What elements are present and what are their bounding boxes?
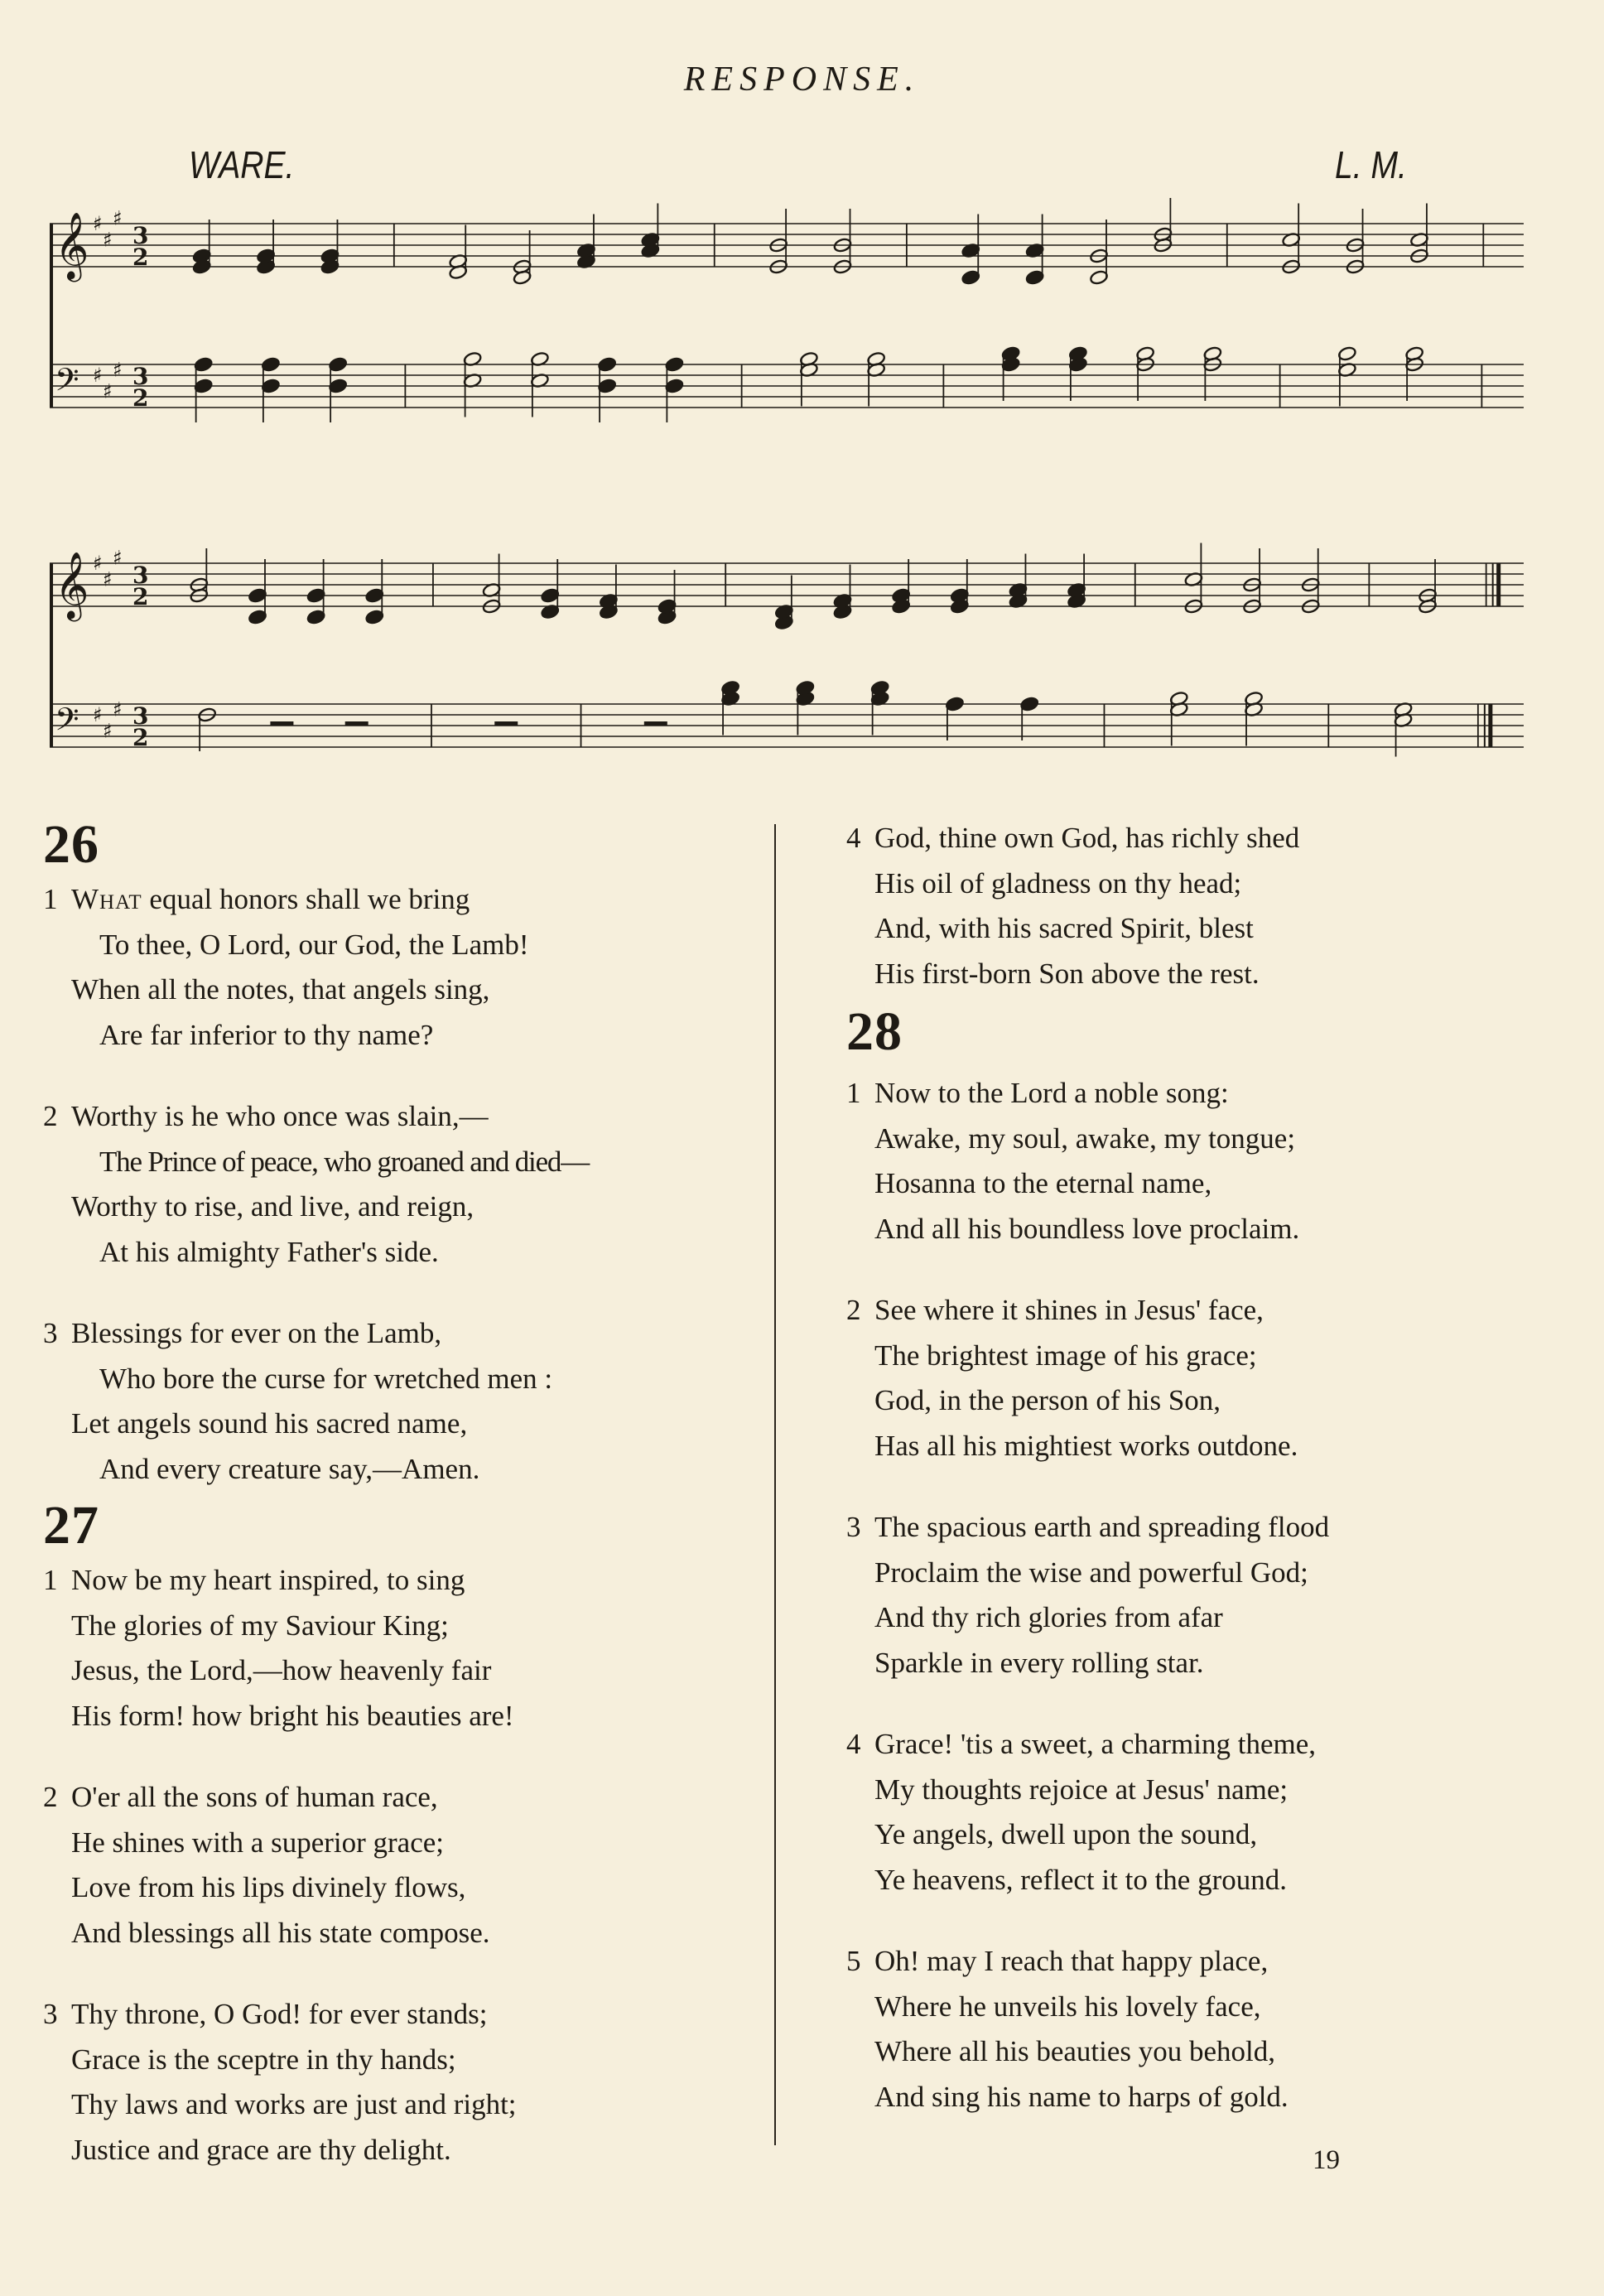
- stanza: [846, 1722, 1575, 1903]
- stanza: [846, 1288, 1575, 1469]
- verse-line: The glories of my Saviour King;: [71, 1609, 449, 1642]
- sharp-icon: ♯: [103, 228, 113, 252]
- time-signature-numerator: 3: [132, 702, 149, 730]
- bass-clef-icon: 𝄢: [55, 701, 79, 745]
- time-signature-denominator: 2: [132, 583, 149, 610]
- sharp-icon: ♯: [113, 206, 123, 230]
- rest-icon: [345, 721, 368, 726]
- verse-line: [846, 1939, 1575, 1985]
- stanza-number: 4: [846, 1728, 861, 1760]
- verse-line: Ye heavens, reflect it to the ground.: [874, 1863, 1287, 1896]
- stanza: [43, 1775, 772, 1956]
- stanza: [846, 1071, 1575, 1252]
- stanza-number: 2: [43, 1781, 58, 1813]
- sharp-icon: ♯: [103, 719, 113, 743]
- stanza-number: 5: [846, 1945, 861, 1977]
- stanza-number: 1: [43, 1564, 58, 1596]
- verse-line: Worthy to rise, and live, and reign,: [71, 1190, 474, 1223]
- verse-line: [846, 1288, 1575, 1334]
- verse-line: At his almighty Father's side.: [99, 1235, 439, 1268]
- sharp-icon: ♯: [113, 358, 123, 382]
- column-divider: [774, 824, 776, 2145]
- stanza-number: 1: [846, 1077, 861, 1109]
- treble-clef-icon: 𝄞: [55, 551, 89, 619]
- verse-line: Are far inferior to thy name?: [99, 1018, 434, 1051]
- stanza: [43, 877, 772, 1058]
- stanza-number: 2: [846, 1294, 861, 1326]
- verse-line: His form! how bright his beauties are!: [71, 1699, 514, 1732]
- rest-icon: [494, 721, 518, 726]
- verse-line: [43, 1558, 772, 1604]
- stanza: [43, 1094, 772, 1275]
- verse-text: Thy throne, O God! for ever stands;: [71, 1998, 488, 2030]
- treble-clef-icon: 𝄞: [55, 211, 89, 279]
- verse-line: Thy laws and works are just and right;: [71, 2088, 517, 2120]
- right-column: [846, 816, 1575, 2156]
- verse-line: And blessings all his state compose.: [71, 1916, 490, 1949]
- sharp-icon: ♯: [113, 546, 123, 570]
- verse-line: Justice and grace are thy delight.: [71, 2133, 451, 2166]
- verse-line: Sparkle in every rolling star.: [874, 1646, 1204, 1679]
- verse-line: Where all his beauties you behold,: [874, 2035, 1276, 2067]
- verse-line: And thy rich glories from afar: [874, 1601, 1223, 1633]
- hymn-number: 26: [43, 814, 99, 875]
- page-number: 19: [1313, 2145, 1340, 2175]
- time-signature-numerator: 3: [132, 562, 149, 589]
- verse-line: [846, 1071, 1575, 1117]
- verse-line: The Prince of peace, who groaned and died—: [99, 1145, 590, 1178]
- stanza: [846, 1939, 1575, 2120]
- stanza-number: 1: [43, 883, 58, 915]
- stanza: [846, 1505, 1575, 1686]
- verse-text: God, thine own God, has richly shed: [874, 822, 1300, 854]
- verse-line: [43, 1094, 772, 1140]
- music-system-1: [50, 191, 1524, 472]
- rest-icon: [270, 721, 293, 726]
- verse-line: Grace is the sceptre in thy hands;: [71, 2043, 456, 2076]
- verse-text: The spacious earth and spreading flood: [874, 1511, 1330, 1543]
- verse-line: Let angels sound his sacred name,: [71, 1407, 468, 1440]
- stanza-number: 2: [43, 1100, 58, 1132]
- verse-line: Has all his mightiest works outdone.: [874, 1429, 1298, 1462]
- hymn-number: 28: [846, 1001, 903, 1062]
- verse-text: Now to the Lord a noble song:: [874, 1077, 1229, 1109]
- verse-line: His oil of gladness on thy head;: [874, 866, 1242, 900]
- music-system-2: [50, 530, 1524, 812]
- verse-line: [846, 816, 1575, 861]
- stanza-number: 4: [846, 822, 861, 854]
- verse-text: Oh! may I reach that happy place,: [874, 1945, 1269, 1977]
- verse-line: [43, 1992, 772, 2038]
- stanza-number: 3: [43, 1998, 58, 2030]
- verse-line: To thee, O Lord, our God, the Lamb!: [99, 928, 529, 961]
- verse-line: And every creature say,—Amen.: [99, 1452, 480, 1485]
- rest-icon: [644, 721, 667, 726]
- verse-line: Awake, my soul, awake, my tongue;: [874, 1121, 1296, 1155]
- verse-line: Proclaim the wise and powerful God;: [874, 1556, 1308, 1589]
- stanza-number: 3: [846, 1511, 861, 1543]
- time-signature-numerator: 3: [132, 222, 149, 249]
- time-signature-denominator: 2: [132, 384, 149, 412]
- verse-text: equal honors shall we bring: [149, 883, 470, 915]
- lead-word: What: [71, 883, 142, 915]
- stanza: [43, 1558, 772, 1739]
- sharp-icon: ♯: [93, 212, 103, 235]
- verse-text: Now be my heart inspired, to sing: [71, 1564, 465, 1596]
- verse-line: Ye angels, dwell upon the sound,: [874, 1818, 1258, 1850]
- hymn-number: 27: [43, 1495, 99, 1556]
- verse-line: He shines with a superior grace;: [71, 1826, 444, 1859]
- stanza-number: 3: [43, 1317, 58, 1349]
- verse-line: When all the notes, that angels sing,: [71, 973, 490, 1006]
- verse-text: See where it shines in Jesus' face,: [874, 1294, 1264, 1326]
- verse-line: And sing his name to harps of gold.: [874, 2080, 1288, 2113]
- page-header-title: RESPONSE.: [683, 60, 921, 99]
- verse-line: The brightest image of his grace;: [874, 1339, 1257, 1372]
- stanza: [43, 1311, 772, 1492]
- verse-line: Jesus, the Lord,—how heavenly fair: [71, 1654, 492, 1686]
- sharp-icon: ♯: [93, 703, 103, 726]
- left-column: [43, 816, 772, 2209]
- verse-line: [43, 877, 772, 923]
- sharp-icon: ♯: [93, 552, 103, 575]
- sharp-icon: ♯: [103, 567, 113, 591]
- verse-line: God, in the person of his Son,: [874, 1384, 1221, 1416]
- sharp-icon: ♯: [103, 379, 113, 403]
- verse-line: Love from his lips divinely flows,: [71, 1871, 466, 1903]
- verse-line: [846, 1722, 1575, 1768]
- time-signature-denominator: 2: [132, 244, 149, 271]
- verse-text: O'er all the sons of human race,: [71, 1781, 438, 1813]
- verse-line: Who bore the curse for wretched men :: [99, 1362, 553, 1395]
- verse-line: [43, 1311, 772, 1357]
- verse-text: Worthy is he who once was slain,—: [71, 1100, 489, 1132]
- verse-line: And, with his sacred Spirit, blest: [874, 912, 1254, 944]
- verse-line: Where he unveils his lovely face,: [874, 1990, 1261, 2023]
- stanza: [846, 816, 1575, 996]
- verse-line: My thoughts rejoice at Jesus' name;: [874, 1773, 1288, 1806]
- sharp-icon: ♯: [113, 697, 123, 721]
- verse-text: Grace! 'tis a sweet, a charming theme,: [874, 1728, 1317, 1760]
- verse-text: Blessings for ever on the Lamb,: [71, 1317, 442, 1349]
- time-signature-denominator: 2: [132, 724, 149, 751]
- verse-line: [846, 1505, 1575, 1551]
- time-signature-numerator: 3: [132, 363, 149, 390]
- verse-line: His first-born Son above the rest.: [874, 957, 1260, 990]
- verse-line: Hosanna to the eternal name,: [874, 1167, 1212, 1199]
- bass-clef-icon: 𝄢: [55, 361, 79, 406]
- stanza: [43, 1992, 772, 2173]
- verse-line: [43, 1775, 772, 1821]
- sharp-icon: ♯: [93, 364, 103, 387]
- verse-line: And all his boundless love proclaim.: [874, 1212, 1300, 1245]
- tune-name: WARE.: [189, 143, 295, 186]
- meter-label: L. M.: [1335, 143, 1407, 186]
